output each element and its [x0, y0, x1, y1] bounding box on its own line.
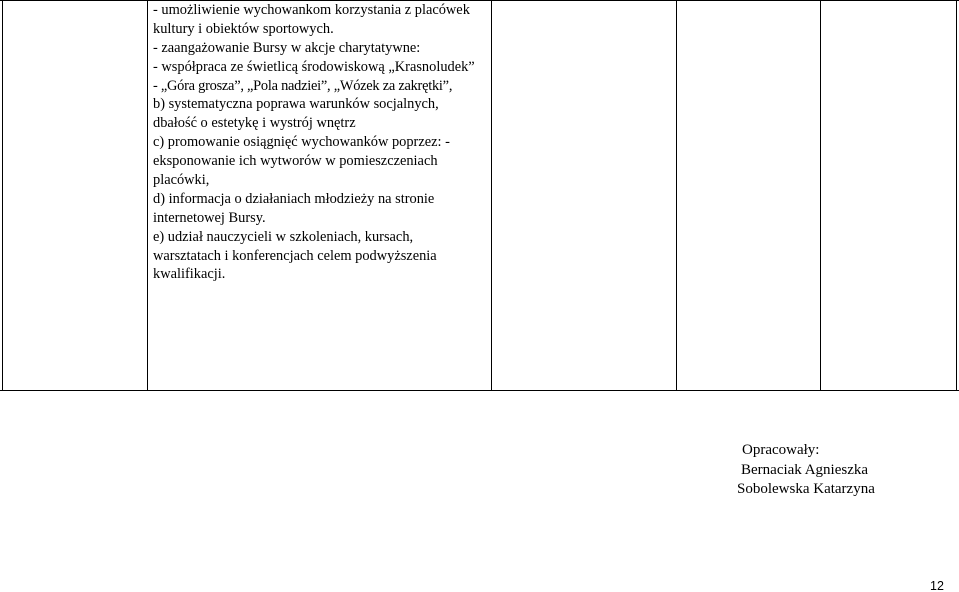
signature-heading: Opracowały: [742, 442, 820, 458]
table-cell-tasks [153, 1, 488, 284]
table-border-bottom [0, 390, 959, 391]
cell-line: dbałość o estetykę i wystrój wnętrz [153, 115, 356, 132]
table-column-divider-4 [820, 0, 821, 391]
cell-line: b) systematyczna poprawa warunków socjalnych, [153, 96, 439, 113]
signature-author-1: Bernaciak Agnieszka [741, 461, 869, 478]
cell-line: placówki, [153, 172, 210, 189]
cell-line: - umożliwienie wychowankom korzystania z placówek [153, 2, 470, 18]
cell-line: internetowej Bursy. [153, 209, 266, 226]
cell-line: kultury i obiektów sportowych. [153, 20, 334, 37]
cell-line: c) promowanie osiągnięć wychowanków poprzez: - [153, 134, 450, 151]
cell-line: d) informacja o działaniach młodzieży na stronie [153, 190, 435, 207]
cell-line: warsztatach i konferencjach celem podwyższenia [153, 247, 437, 264]
table-border-right [956, 0, 957, 391]
page-number: 12 [930, 579, 944, 592]
signature-author-2: Sobolewska Katarzyna [737, 481, 875, 497]
signature-block [737, 441, 875, 500]
cell-line: - „Góra grosza”, „Pola nadziei”, „Wózek za zakrętki”, [153, 77, 453, 94]
table-column-divider-2 [491, 0, 492, 391]
table-column-divider-3 [676, 0, 677, 391]
table-border-left [2, 0, 3, 391]
cell-line: kwalifikacji. [153, 266, 226, 283]
cell-line: - zaangażowanie Bursy w akcje charytatywne: [153, 39, 421, 56]
cell-line: - współpraca ze świetlicą środowiskową „Krasnoludek” [153, 58, 475, 75]
cell-line: eksponowanie ich wytworów w pomieszczeniach [153, 153, 438, 170]
table-column-divider-1 [147, 0, 148, 391]
cell-line: e) udział nauczycieli w szkoleniach, kursach, [153, 228, 414, 245]
